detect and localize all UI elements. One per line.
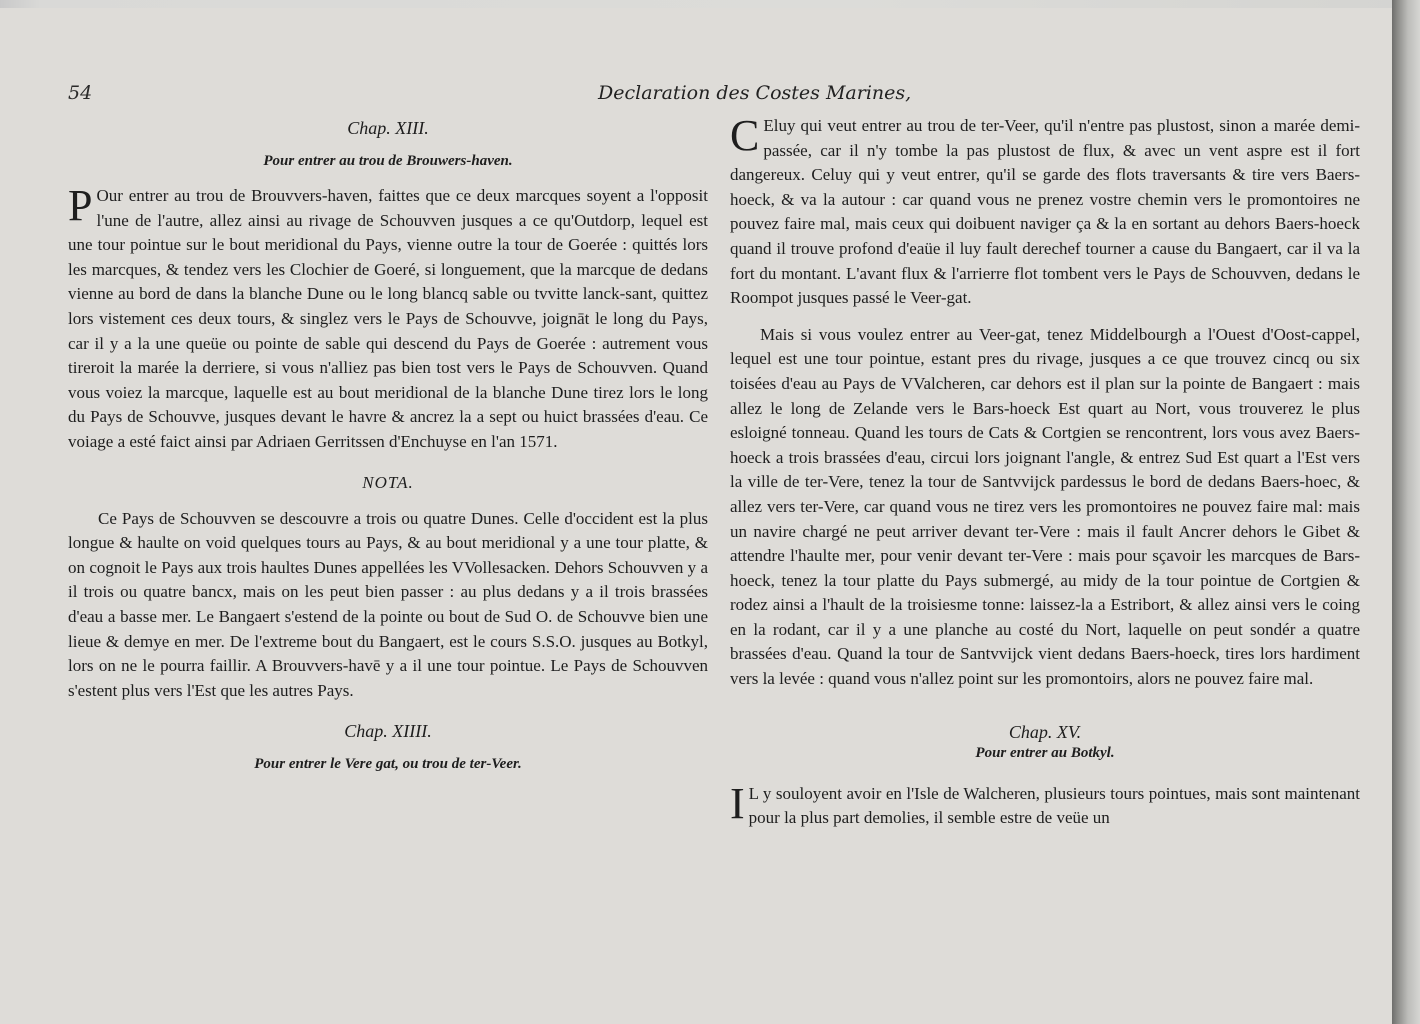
nota-heading: NOTA. bbox=[362, 472, 414, 492]
chapter-15-paragraph bbox=[730, 778, 1360, 831]
veer-gat-paragraph: Mais si vous voulez entrer au Veer-gat, tenez Middelbourgh a l'Ouest d'Oost-cappel, lequel est une tour pointue, estant pres du rivage, jusques a ce que trouvez cincq ou six toisées d'eau au Pays de VValcheren, car dehors est il plan sur la pointe de Bangaert : mais allez le long de Zelande vers le Bars-hoeck Est quart au Nort, vous trouverez le plus esloigné tonneau. Quand les tours de Cats & Cortgien se rencontrent, lors vous avez Baers-hoeck a trois brassées d'eau, circui lors joignant l'angle, & entrez Sud Est quart a l'Est vers la ville de ter-Vere, tenez la tour de Santvvijck pardessus le bord de dedans Baers-hoec, & allez vers ter-Vere, car quand vous ne tirez vers les promontoires ne pouvez faire mal: mais un navire chargé ne peut arriver devant ter-Vere : mais il fault Ancrer dehors le Gibet & attendre l'haulte mer, pour venir devant ter-Vere : mais pour sçavoir les marcques de Bars-hoeck, tenez la tour platte du Pays submergé, au midy de la tour pointue de Cortgien & rodez ainsi a l'hault de la troisiesme tonne: laissez-la a Estribort, & allez ainsi vers le coing en la rodant, car il y a une planche au costé du Nort, laquelle on peut sondér a quatre brassées d'eau. Quand la tour de Santvvijck vient dedans Baers-hoeck, tires lors hardiment vers la levée : quand vous n'allez point sur les promontoirs, alors ne pouvez faire mal. bbox=[730, 324, 1360, 689]
page-edge bbox=[1392, 0, 1420, 1024]
chapter-14-paragraph bbox=[730, 111, 1360, 311]
left-column bbox=[68, 114, 708, 787]
running-head bbox=[0, 82, 1395, 112]
drop-cap: C bbox=[730, 111, 760, 160]
drop-cap: P bbox=[68, 181, 93, 230]
chapter-15-subtitle: Pour entrer au Botkyl. bbox=[975, 744, 1115, 761]
paragraph-text: Eluy qui veut entrer au trou de ter-Veer, qu'il n'entre pas plustost, sinon a marée demi-passée, car il n'y tombe la pas plustost de flux, & avec un vent aspre est il fort dangereux. Celuy qui y veut entrer, qu'il se garde des flots traversants & tire vers Baers-hoeck, & va la autour : car quand vous ne prenez vostre chemin vers le promontoires ne pouvez faire mal, mais ceux qui doibuent naviger ça & la en sortant au dehors Baers-hoeck quand il trouve profond d'eaüe il luy fault derechef tourner a cause du Bangaert, car il va la fort du montant. L'avant flux & l'arrierre flot tombent vers le Pays de Schouvven, dedans le Roompot jusques passé le Veer-gat. bbox=[730, 116, 1360, 308]
drop-cap: I bbox=[730, 778, 745, 828]
page-number: 54 bbox=[68, 82, 93, 104]
chapter-14-subtitle: Pour entrer le Vere gat, ou trou de ter-Veer. bbox=[254, 756, 522, 773]
page bbox=[0, 8, 1395, 1024]
right-column bbox=[730, 111, 1360, 843]
chapter-13-paragraph bbox=[68, 181, 708, 455]
chapter-13-subtitle: Pour entrer au trou de Brouwers-haven. bbox=[263, 153, 513, 169]
chapter-15-heading: Chap. XV. bbox=[1008, 721, 1082, 742]
chapter-13-heading: Chap. XIII. bbox=[347, 118, 429, 138]
nota-paragraph: Ce Pays de Schouvven se descouvre a trois ou quatre Dunes. Celle d'occident est la plus longue & haulte on void quelques tours au Pays, & au bout meridional y a une tour platte, & on cognoit le Pays aux trois haultes Dunes appellées les VVollesacken. Dehors Schouvven y a il trois ou quatre bancx, mais on les peut bien passer : au plus dedans y a il trois brassées d'eau a basse mer. Le Bangaert s'estend de la pointe ou bout de Sud O. de Schouvve bien une lieue & demye en mer. De l'extreme bout du Bangaert, est le cours S.S.O. jusques au Botkyl, lors on ne le pourra faillir. A Brouvvers-havē y a il une tour pointue. Le Pays de Schouvven s'estent plus vers l'Est que les autres Pays. bbox=[68, 508, 708, 700]
running-title: Declaration des Costes Marines, bbox=[598, 82, 912, 104]
paragraph-text: L y souloyent avoir en l'Isle de Walcheren, plusieurs tours pointues, mais sont maintenant pour la plus part demolies, il semble estre de veüe un bbox=[748, 783, 1360, 828]
chapter-14-heading: Chap. XIIII. bbox=[344, 721, 432, 742]
paragraph-text: Our entrer au trou de Brouvvers-haven, faittes que ce deux marcques soyent a l'opposit l'une de l'autre, allez ainsi au rivage de Schouvven jusques a ce qu'Outdorp, lequel est une tour pointue sur le bout meridional du Pays, vienne outre la tour de Goerée : quittés lors les marcques, & tendez vers les Clochier de Goeré, si longuement, que la marcque de dedans vienne au bord de dans la blanche Dune ou le long blancq sable ou tvvitte lanck-sant, quittez lors vistement ces deux tours, & singlez vers le Pays de Schouvve, joignāt le long du Pays, car il y a la une queüe ou pointe de sable qui descend du Pays de Goerée : autrement vous tireroit la marée la derriere, si vous n'alliez pas bien tost vers le Pays de Schouvven. Quand vous voiez la marcque, laquelle est au bout meridional de la blanche Dune tirez lors le long du Pays de Schouvve, jusques devant le havre & ancrez la a sept ou huict brassées d'eau. Ce voiage a esté faict ainsi par Adriaen Gerritssen d'Enchuyse en l'an 1571. bbox=[68, 186, 708, 451]
